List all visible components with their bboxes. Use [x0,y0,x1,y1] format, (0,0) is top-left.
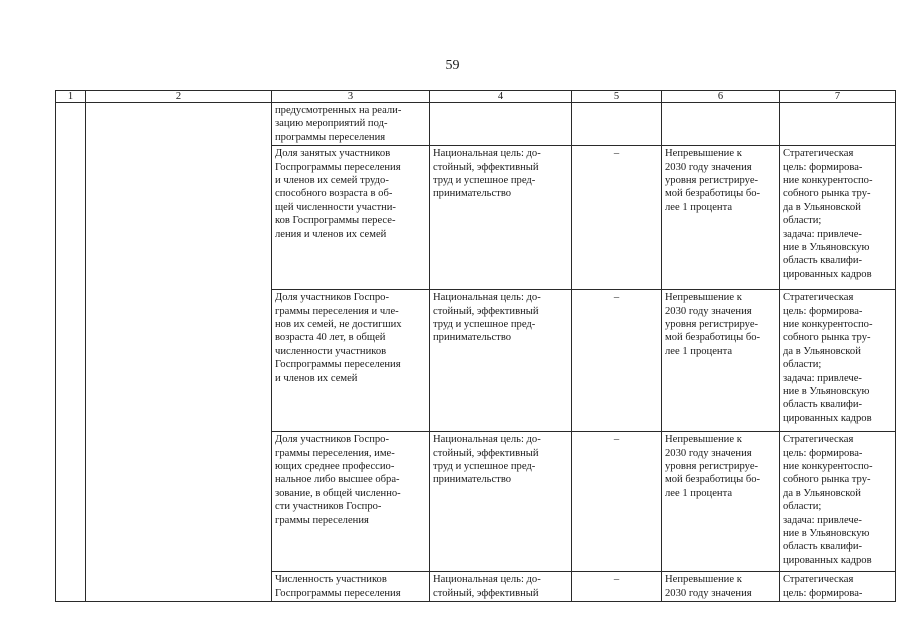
column-header: 6 [662,91,780,103]
column-header: 5 [572,91,662,103]
indicator-cell: предусмотренных на реали- зацию мероприятий под- программы переселения [272,103,430,146]
national-goal-cell: Национальная цель: до- стойный, эффективный труд и успешное пред- принимательство [430,146,572,290]
strategic-goal-cell: Стратегическая цель: формирова- [780,572,896,602]
value-cell: – [572,290,662,432]
value-cell: – [572,572,662,602]
empty-cell [572,103,662,146]
empty-cell [56,103,86,602]
indicator-cell: Доля участников Госпро- граммы переселения, име- ющих среднее профессио- нальное либо высшее обра- зование, в общей численно- сти участников Госпро- граммы переселения [272,432,430,572]
target-cell: Непревышение к 2030 году значения уровня регистрируе- мой безработицы бо- лее 1 процента [662,290,780,432]
column-header: 4 [430,91,572,103]
column-header-row [56,91,896,103]
empty-cell [780,103,896,146]
indicators-table [55,90,896,602]
value-cell: – [572,146,662,290]
column-header: 7 [780,91,896,103]
column-header: 1 [56,91,86,103]
empty-cell [662,103,780,146]
strategic-goal-cell: Стратегическая цель: формирова- ние конкурентоспо- собного рынка тру- да в Ульяновской области; задача: привлече- ние в Ульяновскую область квалифи- цированных кадров [780,146,896,290]
column-header: 3 [272,91,430,103]
column-header: 2 [86,91,272,103]
page-number: 59 [445,58,460,73]
national-goal-cell: Национальная цель: до- стойный, эффективный труд и успешное пред- принимательство [430,432,572,572]
strategic-goal-cell: Стратегическая цель: формирова- ние конкурентоспо- собного рынка тру- да в Ульяновской области; задача: привлече- ние в Ульяновскую область квалифи- цированных кадров [780,432,896,572]
national-goal-cell: Национальная цель: до- стойный, эффективный [430,572,572,602]
target-cell: Непревышение к 2030 году значения уровня регистрируе- мой безработицы бо- лее 1 процента [662,146,780,290]
value-cell: – [572,432,662,572]
table-row [56,103,896,146]
indicator-cell: Доля занятых участников Госпрограммы переселения и членов их семей трудо- способного возраста в об- щей численности участни- ков Госпрограммы пересе- ления и членов их семей [272,146,430,290]
target-cell: Непревышение к 2030 году значения [662,572,780,602]
strategic-goal-cell: Стратегическая цель: формирова- ние конкурентоспо- собного рынка тру- да в Ульяновской области; задача: привлече- ние в Ульяновскую область квалифи- цированных кадров [780,290,896,432]
national-goal-cell: Национальная цель: до- стойный, эффективный труд и успешное пред- принимательство [430,290,572,432]
empty-cell [430,103,572,146]
indicator-cell: Численность участников Госпрограммы переселения [272,572,430,602]
target-cell: Непревышение к 2030 году значения уровня регистрируе- мой безработицы бо- лее 1 процента [662,432,780,572]
empty-cell [86,103,272,602]
indicator-cell: Доля участников Госпро- граммы переселения и чле- нов их семей, не достигших возраста 40 лет, в общей численности участников Госпрограммы переселения и членов их семей [272,290,430,432]
